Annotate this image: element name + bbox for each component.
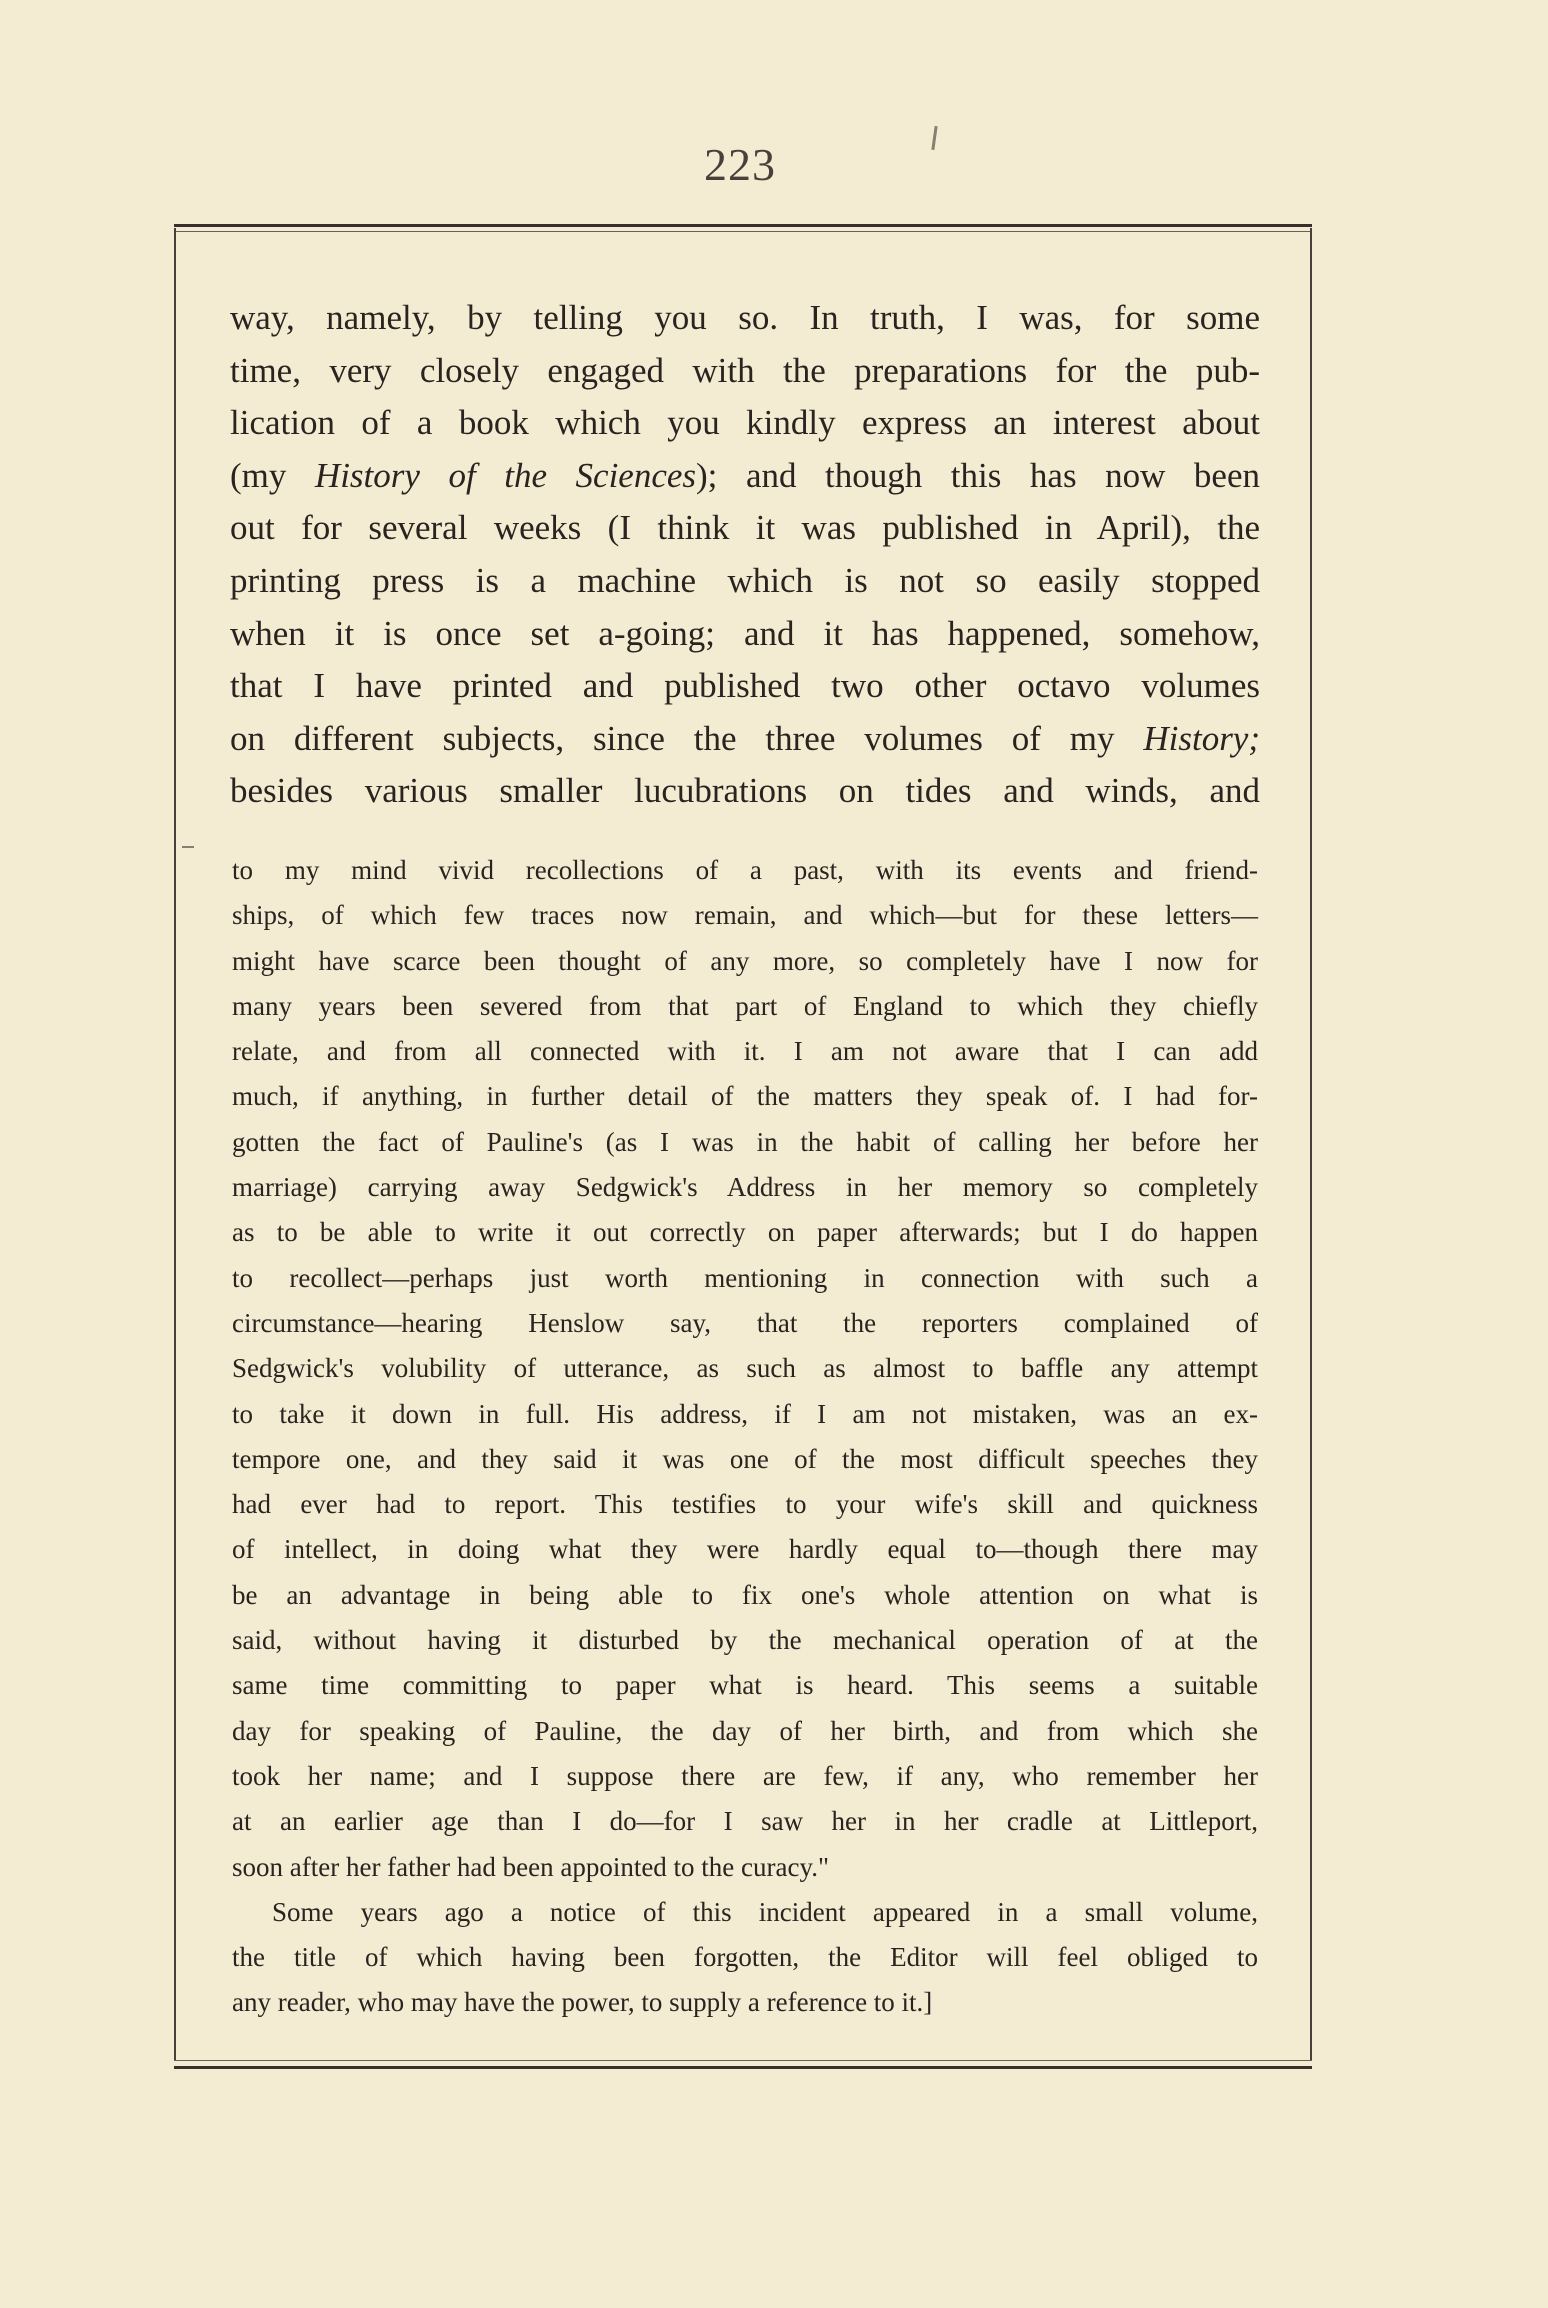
margin-tick [182,846,194,848]
note-line: Sedgwick's volubility of utterance, as such as almost to baffle any attempt [232,1353,1258,1384]
letter-line-rest: and though this has now been [745,455,1260,495]
note-line: circumstance—hearing Henslow say, that the reporters complained of [232,1307,1258,1338]
letter-line-suffix: ); [696,455,718,495]
note-line: soon after her father had been appointed to the curacy." [232,1851,830,1882]
note-line: relate, and from all connected with it. I am not aware that I can add [232,1036,1258,1067]
note-line: of intellect, in doing what they were hardly equal to—though there may [232,1534,1258,1565]
letter-line: lication of a book which you kindly express an interest about [230,403,1260,443]
note-line: many years been severed from that part of England to which they chiefly [232,990,1258,1021]
note-line: gotten the fact of Pauline's (as I was in the habit of calling her before her [232,1126,1258,1157]
note-line: be an advantage in being able to fix one's whole attention on what is [232,1579,1258,1610]
note-line: to my mind vivid recollections of a past, with its events and friend- [232,855,1258,885]
note-line: tempore one, and they said it was one of the most difficult speeches they [232,1443,1258,1474]
bottom-rule [174,2066,1312,2069]
letter-line-with-title [230,450,1260,503]
letter-line-prefix: (my [230,455,315,495]
note-line: had ever had to report. This testifies to your wife's skill and quickness [232,1489,1258,1520]
note-line: at an earlier age than I do—for I saw her in her cradle at Littleport, [232,1806,1258,1837]
letter-line: printing press is a machine which is not so easily stopped [230,560,1260,600]
book-title: History of the Sciences [314,455,697,495]
letter-line: way, namely, by telling you so. In truth, I was, for some [230,298,1260,337]
note-line: might have scarce been thought of any more, so completely have I now for [232,945,1258,976]
note-line: to take it down in full. His address, if I am not mistaken, was an ex- [232,1398,1258,1429]
note-line: said, without having it disturbed by the mechanical operation of at the [232,1625,1258,1656]
note-line: marriage) carrying away Sedgwick's Address in her memory so completely [232,1172,1258,1203]
note-line: any reader, who may have the power, to supply a reference to it.] [232,1987,933,2018]
note-line: as to be able to write it out correctly on paper afterwards; but I do happen [232,1217,1258,1248]
letter-line: when it is once set a-going; and it has happened, somehow, [230,613,1260,653]
letter-line: besides various smaller lucubrations on tides and winds, and [230,771,1260,811]
letter-line: that I have printed and published two other octavo volumes [230,666,1260,706]
stray-mark [931,126,937,150]
letter-line-with-title [230,713,1260,766]
top-rule [174,224,1312,227]
letter-line: out for several weeks (I think it was published in April), the [230,508,1260,548]
note-line: same time committing to paper what is heard. This seems a suitable [232,1670,1258,1701]
page-number: 223 [704,139,776,190]
note-paragraph-start: Some years ago a notice of this incident appeared in a small volume, [272,1896,1258,1927]
bottom-rule-thin [174,2060,1312,2061]
book-title-short: History; [1143,718,1260,758]
letter-body [230,292,1260,818]
note-line: the title of which having been forgotten, the Editor will feel obliged to [232,1942,1258,1973]
letter-line-start: on different subjects, since the three volumes of my [230,718,1115,758]
note-line: day for speaking of Pauline, the day of her birth, and from which she [232,1715,1258,1746]
note-line: took her name; and I suppose there are few, if any, who remember her [232,1760,1258,1791]
note-line: ships, of which few traces now remain, and which—but for these letters— [232,900,1258,931]
editor-note [232,848,1258,2026]
note-line: much, if anything, in further detail of the matters they speak of. I had for- [232,1081,1258,1112]
note-line: to recollect—perhaps just worth mentioning in connection with such a [232,1262,1258,1293]
letter-line: time, very closely engaged with the preparations for the pub- [230,350,1260,390]
